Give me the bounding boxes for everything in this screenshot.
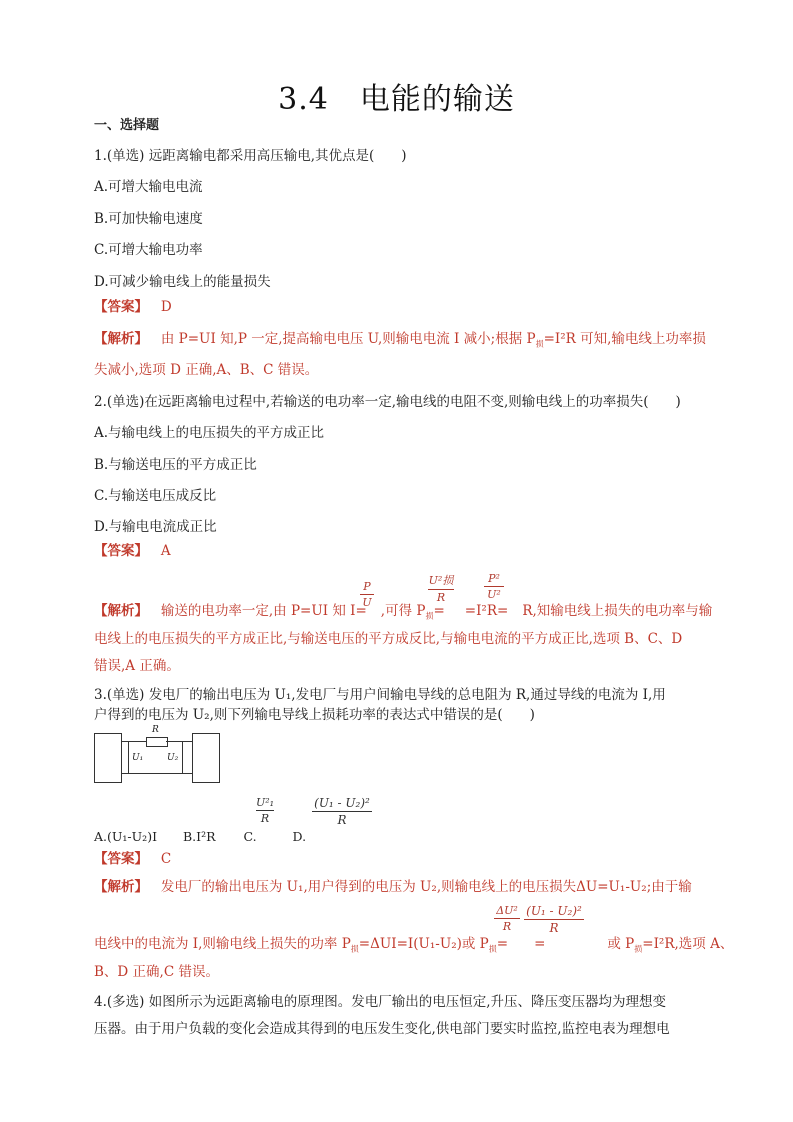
q1-analysis-line2: 失减小,选项 D 正确,A、B、C 错误。 <box>94 362 319 378</box>
analysis-label: 【解析】 <box>94 331 148 347</box>
answer-label: 【答案】 <box>94 299 148 315</box>
q3-stem-line2: 户得到的电压为 U₂,则下列输电导线上损耗功率的表达式中错误的是( ) <box>94 707 535 723</box>
q4-line2: 压器。由于用户负载的变化会造成其得到的电压发生变化,供电部门要实时监控,监控电表为理想电 <box>94 1021 670 1037</box>
q3-options <box>94 828 306 846</box>
q2-frac-uloss-over-r: U²损 R <box>428 574 454 604</box>
q1-option-d: D.可减少输电线上的能量损失 <box>94 274 271 290</box>
q3-answer: 【答案】 C <box>94 851 172 867</box>
resistor <box>146 737 168 747</box>
q1-stem: 1.(单选) 远距离输电都采用高压输电,其优点是( ) <box>94 148 407 164</box>
q3-optc-frac: U²₁ R <box>256 796 275 825</box>
q3-circuit-diagram: R U₁ U₂ <box>94 733 220 783</box>
q2-analysis-line3: 错误,A 正确。 <box>94 658 180 674</box>
q3-option-d: D. <box>292 829 307 844</box>
q2-option-c: C.与输送电压成反比 <box>94 488 217 504</box>
q2-analysis-line2: 电线上的电压损失的平方成正比,与输送电压的平方成反比,与输电电流的平方成正比,选项 B、C、D <box>94 631 683 647</box>
q1-option-a: A.可增大输电电流 <box>94 179 203 195</box>
q1-option-c: C.可增大输电功率 <box>94 242 203 258</box>
q3-frac-u1u2-over-r: (U₁ - U₂)² R <box>524 904 584 935</box>
q2-option-b: B.与输送电压的平方成正比 <box>94 457 257 473</box>
q3-stem-line1: 3.(单选) 发电厂的输出电压为 U₁,发电厂与用户间输电导线的总电阻为 R,通过导线的电流为 I,用 <box>94 687 666 703</box>
q1-option-b: B.可加快输电速度 <box>94 211 203 227</box>
q3-option-b: B.I²R <box>182 829 216 844</box>
q2-answer: 【答案】 A <box>94 543 171 559</box>
page-title: 3.4 电能的输送 <box>278 82 515 117</box>
q3-option-a: A.(U₁-U₂)I <box>94 829 158 844</box>
q3-analysis-line1: 【解析】 发电厂的输出电压为 U₁,用户得到的电压为 U₂,则输电线上的电压损失ΔU=U₁-U₂;由于输 <box>94 879 692 895</box>
q2-option-a: A.与输电线上的电压损失的平方成正比 <box>94 425 325 441</box>
q3-option-c: C. <box>243 829 257 844</box>
section-heading: 一、选择题 <box>94 118 160 133</box>
q2-frac-p-over-u: P U <box>360 580 374 609</box>
answer-value: D <box>160 299 172 315</box>
q3-frac-du2-over-r: ΔU² R <box>494 904 520 933</box>
q2-option-d: D.与输电电流成正比 <box>94 519 217 535</box>
q2-frac-p2-over-u2: P² U² <box>484 572 504 601</box>
q1-answer <box>94 298 172 316</box>
q3-analysis-line2: 电线中的电流为 I,则输电线上损失的功率 $P_损=\Delta UI=I(U_1-U_2)$或 $P_损=$ = 或 $P_损=I^2R$,选项 A、 <box>94 936 734 954</box>
q1-analysis-line1: 【解析】 由 P=UI 知,P 一定,提高输电电压 U,则输电电流 I 减小;根据 $P_损=I^2R$ 可知,输电线上功率损 <box>94 331 706 349</box>
q3-analysis-line3: B、D 正确,C 错误。 <box>94 964 219 980</box>
q2-stem: 2.(单选)在远距离输电过程中,若输送的电功率一定,输电线的电阻不变,则输电线上的功率损失( ) <box>94 394 681 410</box>
q4-line1: 4.(多选) 如图所示为远距离输电的原理图。发电厂输出的电压恒定,升压、降压变压器均为理想变 <box>94 994 666 1010</box>
q3-optd-frac: (U₁ - U₂)² R <box>312 796 372 827</box>
q2-analysis-line1: 【解析】 输送的电功率一定,由 P=UI 知 I= ,可得 $P_损= =I^2R= R$,知输电线上损失的电功率与输 <box>94 603 713 621</box>
